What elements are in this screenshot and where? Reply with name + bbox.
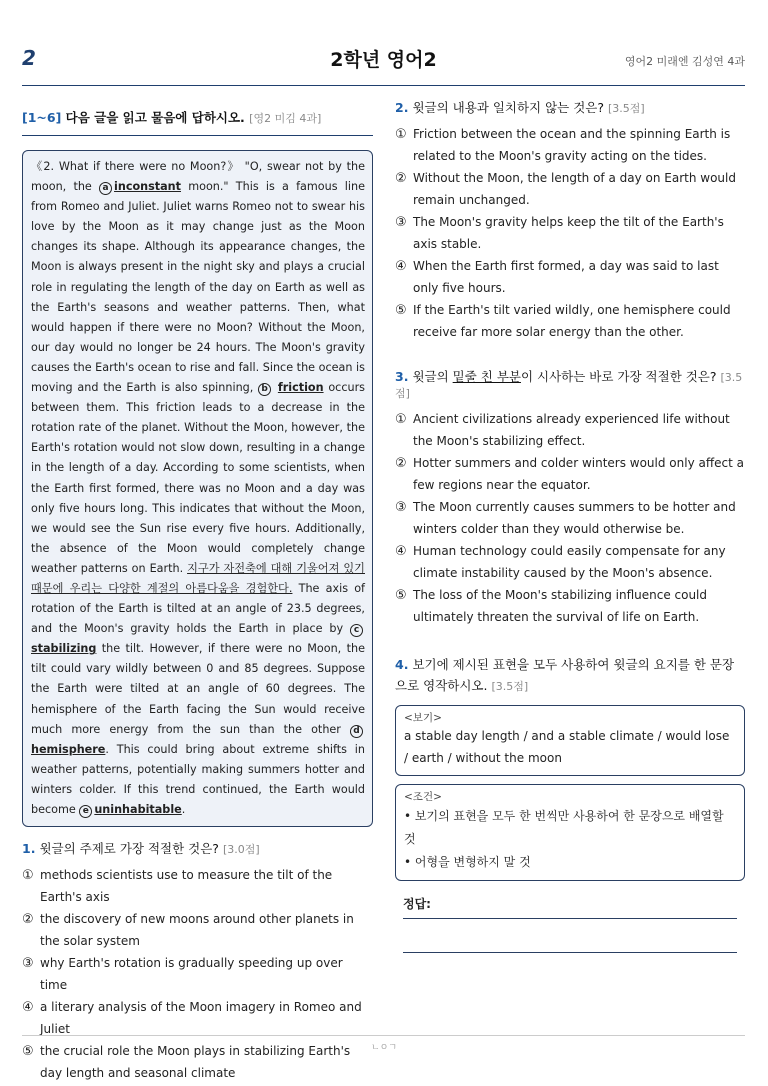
passage-text: occurs between them. This friction leads to a decrease in the rotation rate of the planet. Without the Moon, however, the Earth's rotation would not slow down, resulting in a change in the length of a day. According to some scientists, when the Earth first formed, there was no Moon and a day was only five hours long. This indicates that without the Moon, we would see the Sun rise every five hours. Additionally, the absence of the Moon would completely change weather patterns on Earth. (31, 381, 365, 575)
option-text: Human technology could easily compensate for any climate instability caused by the Moon's absence. (413, 544, 726, 580)
left-column (22, 108, 373, 1084)
option-number: ④ (22, 1000, 34, 1016)
option-number: ③ (395, 215, 407, 230)
question-3 (395, 367, 745, 628)
exam-info: 영어2 미래엔 김성연 4과 (624, 55, 745, 68)
question-number: 1. (22, 841, 36, 857)
option-number: ③ (395, 500, 407, 515)
reading-passage (22, 150, 373, 827)
question-number: 4. (395, 657, 409, 672)
option-1[interactable] (395, 409, 745, 452)
option-text: The Moon currently causes summers to be hotter and winters colder than they would otherwise be. (413, 500, 736, 536)
option-4[interactable] (22, 997, 373, 1040)
option-text: the crucial role the Moon plays in stabilizing Earth's day length and seasonal climate (40, 1044, 351, 1080)
section-heading (22, 108, 373, 136)
bogi-box (395, 705, 745, 776)
answer-label: 정답: (403, 897, 431, 911)
marker-e: e (79, 805, 92, 818)
word-b: friction (277, 381, 324, 395)
option-2[interactable] (395, 168, 745, 211)
passage-text: 《2. What if there were no Moon?》 "O, swear not by the moon, the (31, 160, 365, 194)
option-number: ③ (22, 956, 34, 972)
option-number: ② (395, 171, 407, 186)
question-text: 윗글의 주제로 가장 적절한 것은? (39, 841, 219, 857)
marker-c: c (350, 624, 363, 637)
marker-d: d (350, 725, 363, 738)
option-3[interactable] (395, 497, 745, 540)
option-4[interactable] (395, 541, 745, 584)
question-number: 3. (395, 369, 409, 384)
option-text: Without the Moon, the length of a day on Earth would remain unchanged. (413, 171, 736, 207)
option-2[interactable] (395, 453, 745, 496)
question-3-title (395, 367, 745, 401)
option-5[interactable] (395, 300, 745, 343)
question-points: [3.5점] (395, 371, 743, 400)
word-a: inconstant (114, 180, 181, 194)
page-title: 2학년 영어2 (330, 49, 437, 71)
passage-text: moon." This is a famous line from Romeo and Juliet. Juliet warns Romeo not to swear his love by the Moon as it may change just as the Moon changes its shape. Although its appearance changes, the Moon is always present in the night sky and plays a crucial role in regulating the length of the day on Earth as well as the Earth's seasons and weather patterns. Then, what would happen if there were no Moon? Without the Moon, our day would no longer be 24 hours. The Moon's gravity causes the Earth's ocean to rise and fall. Since the ocean is moving and the Earth is also spinning, (31, 180, 365, 395)
condition-2: • 어형을 변형하지 말 것 (404, 855, 531, 869)
underlined-korean-sentence: 지구가 자전축에 대해 기울어져 있기 때문에 우리는 다양한 계절의 아름다움을 경험한다. (31, 561, 365, 595)
passage-text: . This could bring about extreme shifts in weather patterns, potentially making summers hotter and winters colder. If this trend continued, the Earth would become (31, 742, 365, 816)
option-number: ② (395, 456, 407, 471)
option-5[interactable] (395, 585, 745, 628)
option-text: why Earth's rotation is gradually speeding up over time (40, 956, 343, 992)
question-2-title (395, 98, 745, 116)
conditions-label: <조건> (404, 791, 442, 803)
option-text: a literary analysis of the Moon imagery in Romeo and Juliet (40, 1000, 362, 1036)
option-text: When the Earth first formed, a day was said to last only five hours. (413, 259, 719, 295)
answer-area (395, 895, 745, 953)
option-text: The loss of the Moon's stabilizing influence could ultimately threaten the survival of life on Earth. (413, 588, 708, 624)
right-column (395, 98, 745, 953)
option-number: ⑤ (395, 303, 407, 318)
passage-text: the tilt. However, if there were no Moon, the tilt could vary wildly between 0 and 85 degrees. Suppose the Earth were tilted at an angle of 60 degrees. The hemisphere of the Earth facing the Sun would receive much more energy from the sun than the other (31, 642, 365, 736)
option-number: ⑤ (395, 588, 407, 603)
question-range: [1~6] (22, 110, 62, 125)
marker-a: a (99, 182, 112, 195)
question-points: [3.5점] (608, 102, 645, 115)
word-d: hemisphere (31, 742, 106, 756)
option-number: ① (395, 412, 407, 427)
option-number: ① (395, 127, 407, 142)
page-header (22, 44, 745, 86)
question-4 (395, 654, 745, 953)
option-2[interactable] (22, 909, 373, 952)
footer-divider (22, 1035, 745, 1036)
option-4[interactable] (395, 256, 745, 299)
bogi-text: a stable day length / and a stable climate / would lose / earth / without the moon (404, 729, 730, 765)
question-1-title (22, 839, 373, 857)
word-c: stabilizing (31, 642, 97, 656)
footer-text: ㄴㅇㄱ (370, 1043, 398, 1053)
question-points: [3.0점] (222, 843, 260, 857)
bogi-label: <보기> (404, 712, 442, 724)
section-source: [영2 미김 4과] (249, 112, 322, 125)
question-text: 이 시사하는 바로 가장 적절한 것은? (520, 369, 717, 384)
option-text: Hotter summers and colder winters would only affect a few regions near the equator. (413, 456, 744, 492)
answer-line-2[interactable] (403, 952, 737, 953)
question-text: 윗글의 (412, 369, 453, 384)
question-number: 2. (395, 100, 409, 115)
option-3[interactable] (22, 953, 373, 996)
option-number: ⑤ (22, 1044, 34, 1060)
word-e: uninhabitable (94, 803, 182, 816)
option-text: Ancient civilizations already experienced life without the Moon's stabilizing effect. (413, 412, 730, 448)
option-number: ④ (395, 544, 407, 559)
option-1[interactable] (22, 865, 373, 908)
marker-b: b (258, 383, 271, 396)
passage-text: The axis of rotation of the Earth is tilted at an angle of 23.5 degrees, and the Moon's gravity holds the Earth in place by (31, 581, 365, 636)
passage-text: . (181, 803, 186, 816)
option-number: ② (22, 912, 34, 928)
question-underlined-text: 밑줄 친 부분 (452, 369, 521, 384)
page-number: 2 (22, 46, 36, 70)
option-text: the discovery of new moons around other planets in the solar system (40, 912, 354, 948)
condition-1: • 보기의 표현을 모두 한 번씩만 사용하여 한 문장으로 배열할 것 (404, 809, 724, 846)
option-number: ④ (395, 259, 407, 274)
question-4-title (395, 654, 745, 697)
option-1[interactable] (395, 124, 745, 167)
option-3[interactable] (395, 212, 745, 255)
option-number: ① (22, 868, 34, 884)
question-text: 윗글의 내용과 일치하지 않는 것은? (412, 100, 605, 115)
option-text: methods scientists use to measure the tilt of the Earth's axis (40, 868, 333, 904)
option-text: If the Earth's tilt varied wildly, one hemisphere could receive far more solar energy than the other. (413, 303, 731, 339)
section-instruction: 다음 글을 읽고 물음에 답하시오. (65, 110, 245, 125)
answer-line-1[interactable] (403, 918, 737, 919)
option-text: Friction between the ocean and the spinning Earth is related to the Moon's gravity acting on the tides. (413, 127, 731, 163)
question-2 (395, 98, 745, 343)
conditions-box (395, 784, 745, 881)
question-text: 보기에 제시된 표현을 모두 사용하여 윗글의 요지를 한 문장으로 영작하시오. (395, 657, 735, 693)
option-text: The Moon's gravity helps keep the tilt of the Earth's axis stable. (413, 215, 724, 251)
question-points: [3.5점] (491, 680, 529, 693)
